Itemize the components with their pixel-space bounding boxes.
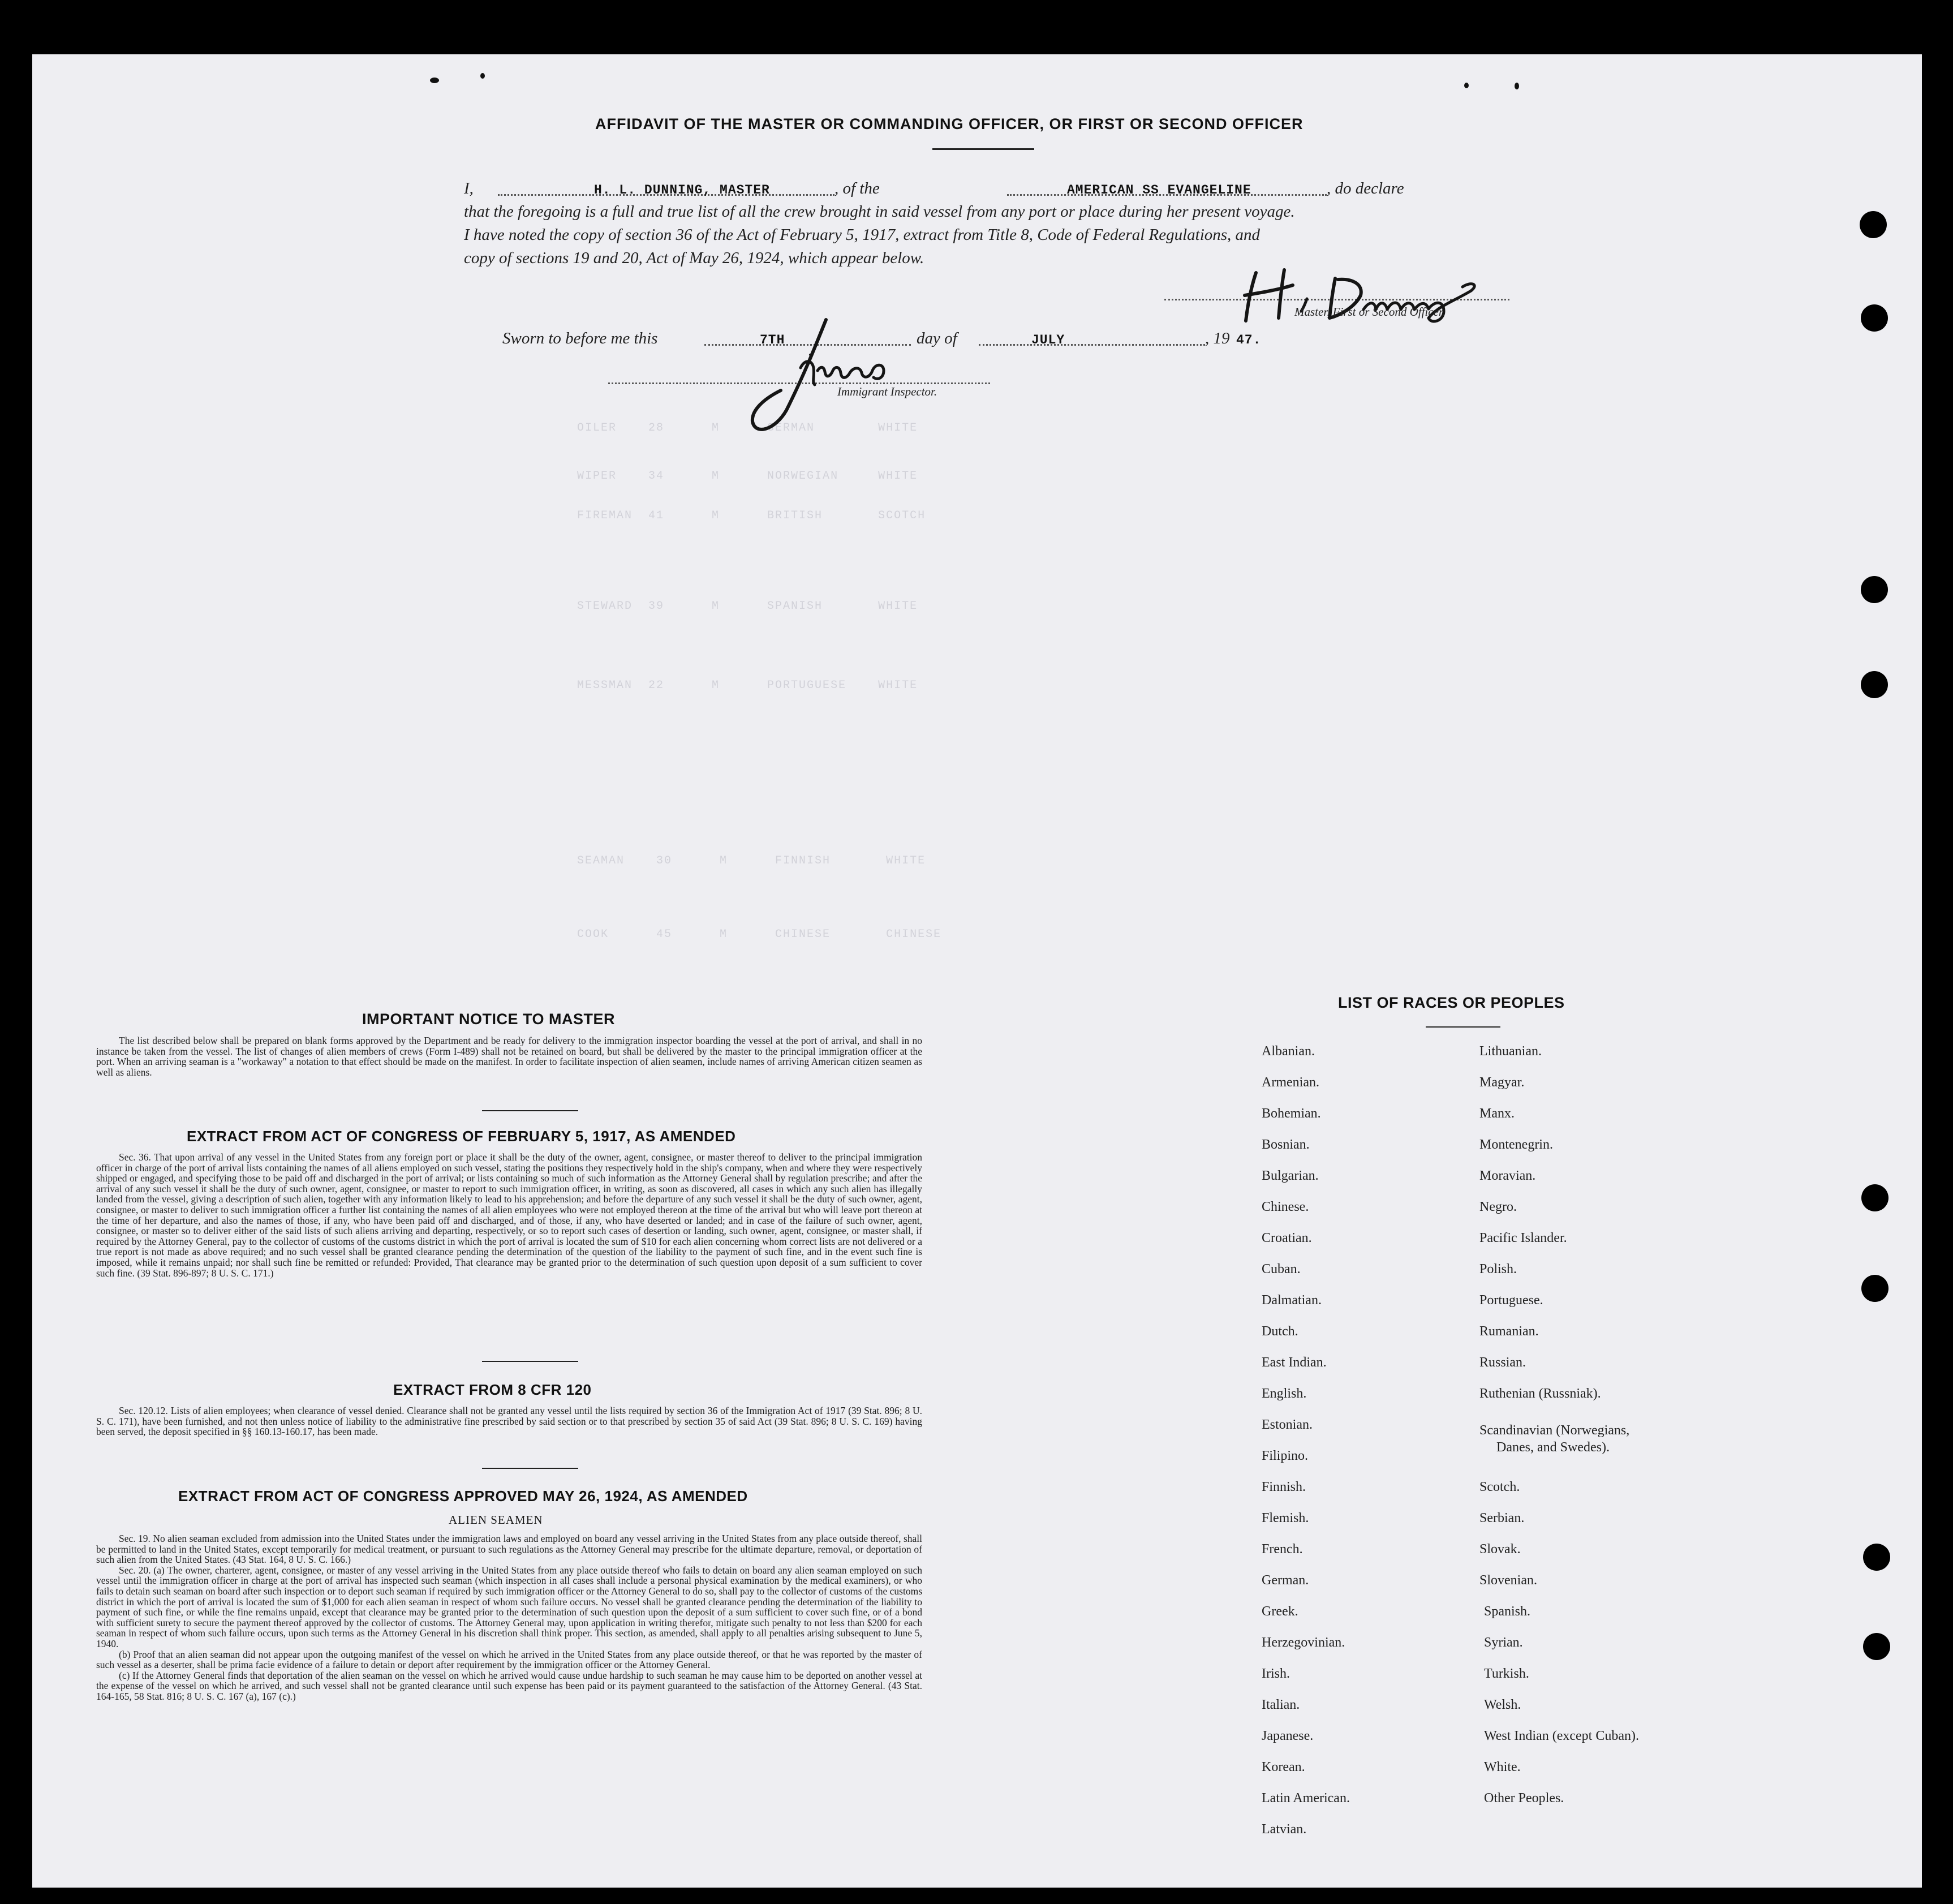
sworn-day-of: day of — [917, 329, 957, 347]
race-item: Herzegovinian. — [1262, 1635, 1345, 1650]
act-1924-paragraph: Sec. 20. (a) The owner, charterer, agent, consignee, or master of any vessel arriving in the United States from any place outside thereof who fails to detain on board any alien seaman employed on such vessel until the immigration officer in charge at the port of arrival has inspected such seaman (which inspection in all cases shall include a personal physical examination by the medical examiners), or who fails to detain such seaman on board after such inspection or to deport such seaman if required by such immigration officer or the Attorney General to do so, shall pay to the collector of customs of the customs district in which the port of arrival is located the sum of $1,000 for each alien seaman in respect of whom such failure occurs. No vessel shall be granted clearance pending the determination of the liability to payment of such fine, or while the fine remains unpaid, except that clearance may be granted prior to the determination of such question upon the deposit of a sum sufficient to cover such fine, or of a bond with sufficient surety to secure the payment thereof approved by the collector of customs. The Attorney General may, upon application in writing therefor, mitigate such penalty to not less than $200 for each seaman in respect of whom such failure occurs, upon such terms as the Attorney General in his discretion shall think proper. This section, as amended, shall apply to all penalties arising subsequent to June 5, 1940. — [96, 1564, 922, 1649]
race-item: Syrian. — [1484, 1635, 1523, 1650]
punch-hole — [1863, 1633, 1890, 1660]
title-rule — [932, 148, 1034, 150]
declaration-line-4: copy of sections 19 and 20, Act of May 26, 1924, which appear below. — [464, 249, 924, 267]
race-item: German. — [1262, 1573, 1309, 1588]
decl-i: I, — [464, 179, 474, 197]
cfr-paragraph: Sec. 120.12. Lists of alien employees; when clearance of vessel denied. Clearance shall not be granted any vessel until the lists required by section 36 of the Immigration Act of 1917 (39 Stat. 896; 8 U. S. C. 171), have been furnished, and not then unless notice of liability to the administrative fine prescribed by said section or to that prescribed by section 35 of said Act (39 Stat. 896; 8 U. S. C. 169) having been served, the deposit specified in §§ 160.13-160.17, has been made. — [96, 1405, 922, 1438]
cfr-text — [96, 1406, 922, 1437]
race-item: Manx. — [1479, 1106, 1515, 1121]
race-item: Italian. — [1262, 1697, 1300, 1712]
race-item: White. — [1484, 1760, 1521, 1774]
race-item: Magyar. — [1479, 1075, 1525, 1090]
race-item: Polish. — [1479, 1262, 1517, 1277]
sworn-month-typed: JULY — [1031, 333, 1065, 347]
race-item: Scotch. — [1479, 1480, 1520, 1494]
act-1924-paragraph: (b) Proof that an alien seaman did not appear upon the outgoing manifest of the vessel on which he arrived in the United States from any place outside thereof, or that he was reported by the master of such vessel as a deserter, shall be prima facie evidence of a failure to detain or deport after requirement by the immigration officer or the Attorney General. — [96, 1648, 922, 1671]
race-item: Slovak. — [1479, 1542, 1521, 1557]
speck — [1464, 83, 1469, 88]
inspector-caption: Immigrant Inspector. — [837, 385, 937, 398]
race-item: Dalmatian. — [1262, 1293, 1322, 1308]
act-1917-text — [96, 1152, 922, 1278]
race-item: Montenegrin. — [1479, 1137, 1553, 1152]
race-item: Armenian. — [1262, 1075, 1319, 1090]
affidavit-title: AFFIDAVIT OF THE MASTER OR COMMANDING OFFICER, OR FIRST OR SECOND OFFICER — [595, 115, 1304, 132]
punch-hole — [1861, 576, 1888, 603]
race-item: Cuban. — [1262, 1262, 1301, 1277]
race-item: French. — [1262, 1542, 1303, 1557]
race-item: Russian. — [1479, 1355, 1526, 1370]
sworn-year-prefix: , 19 — [1205, 329, 1230, 347]
race-item: Flemish. — [1262, 1511, 1309, 1525]
race-item: Negro. — [1479, 1200, 1517, 1214]
section-rule — [482, 1110, 578, 1111]
race-item: Lithuanian. — [1479, 1044, 1542, 1059]
punch-hole — [1861, 304, 1888, 332]
race-item: Bosnian. — [1262, 1137, 1310, 1152]
act-1924-text — [96, 1533, 922, 1702]
race-item: Greek. — [1262, 1604, 1298, 1619]
act-1924-title: EXTRACT FROM ACT OF CONGRESS APPROVED MAY 26, 1924, AS AMENDED — [178, 1488, 748, 1505]
race-item: Korean. — [1262, 1760, 1305, 1774]
race-item: Danes, and Swedes). — [1496, 1440, 1610, 1455]
race-item: Latvian. — [1262, 1822, 1307, 1837]
speck — [1515, 83, 1519, 89]
bleed-through-text: OILER 28 M GERMAN WHITE — [577, 422, 918, 435]
race-item: Chinese. — [1262, 1200, 1309, 1214]
master-name-typed: H. L. DUNNING, MASTER — [594, 183, 770, 197]
race-item: Bohemian. — [1262, 1106, 1321, 1121]
race-item: Irish. — [1262, 1666, 1290, 1681]
race-item: Filipino. — [1262, 1449, 1309, 1463]
master-signature-caption: Master, First or Second Officer. — [1294, 305, 1445, 319]
race-item: Finnish. — [1262, 1480, 1306, 1494]
vessel-name-typed: AMERICAN SS EVANGELINE — [1067, 183, 1251, 197]
dotted-line — [979, 344, 1205, 346]
bleed-through-text: WIPER 34 M NORWEGIAN WHITE — [577, 470, 918, 483]
race-item: Serbian. — [1479, 1511, 1525, 1525]
notice-title: IMPORTANT NOTICE TO MASTER — [362, 1011, 615, 1028]
act-1917-paragraph: Sec. 36. That upon arrival of any vessel in the United States from any foreign port or place it shall be the duty of the owner, agent, consignee, or master thereof to deliver to the principal immigration officer in charge of the port of arrival lists containing the names of all aliens employed on such vessel, stating the positions they respectively hold in the ship's company, when and where they were respectively shipped or engaged, and specifying those to be paid off and discharged in the port of arrival; or lists containing so much of such information as the Attorney General shall by regulation prescribe; and after the arrival of any such vessel it shall be the duty of such owner, agent, consignee, or master to report to such immigration officer, in writing, as soon as discovered, all cases in which any such alien has illegally landed from the vessel, giving a description of such alien, together with any information likely to lead to his apprehension; and before the departure of any such vessel it shall be the duty of such owner, agent, consignee, or master to deliver to such immigration officer a further list containing the names of all alien employees who were not employed thereon at the time of the arrival but who will leave port thereon at the time of her departure, and also the names of those, if any, who have been paid off and discharged, and of those, if any, who have deserted or landed; and in case of the failure of such owner, agent, consignee, or master so to deliver either of the said lists of such aliens arriving and departing, respectively, or so to report such cases of desertion or landing, such owner, agent, consignee, or master shall, if required by the Attorney General, pay to the collector of customs of the customs district in which the port of arrival is located the sum of $10 for each alien concerning whom correct lists are not delivered or a true report is not made as above required; and no such vessel shall be granted clearance pending the determination of the question of the liability to the payment of such fine, and in the event such fine is imposed, while it remains unpaid; nor shall such fine be remitted or refunded: Provided, That clearance may be granted prior to the determination of such question upon deposit of a sum sufficient to cover such fine. (39 Stat. 896-897; 8 U. S. C. 171.) — [96, 1151, 922, 1279]
race-item: Estonian. — [1262, 1417, 1313, 1432]
sworn-year-typed: 47. — [1236, 333, 1262, 347]
race-item: Albanian. — [1262, 1044, 1315, 1059]
act-1917-title: EXTRACT FROM ACT OF CONGRESS OF FEBRUARY 5, 1917, AS AMENDED — [187, 1128, 736, 1145]
notice-paragraph: The list described below shall be prepared on blank forms approved by the Department and be ready for delivery to the immigration inspector boarding the vessel at the port of arrival, and shall in no instance be taken from the vessel. The list of changes of alien members of crews (Form I-489) shall not be retained on board, but shall be delivered by the master to the principal immigration officer at the port. When an arriving seaman is a "workaway" a notation to that effect should be made on the manifest. In order to facilitate inspection of alien seamen, include names of arriving American citizen seamen as well as aliens. — [96, 1035, 922, 1078]
race-item: Bulgarian. — [1262, 1168, 1319, 1183]
section-rule — [482, 1468, 578, 1469]
bleed-through-text: STEWARD 39 M SPANISH WHITE — [577, 600, 918, 613]
race-item: Spanish. — [1484, 1604, 1531, 1619]
decl-do-declare: , do declare — [1327, 179, 1404, 197]
bleed-through-text: SEAMAN 30 M FINNISH WHITE — [577, 854, 926, 867]
sworn-day-typed: 7TH — [760, 333, 785, 347]
speck — [430, 78, 439, 83]
race-item: Slovenian. — [1479, 1573, 1537, 1588]
race-item: Croatian. — [1262, 1231, 1312, 1245]
act-1924-paragraph: Sec. 19. No alien seaman excluded from admission into the United States under the immigration laws and employed on board any vessel arriving in the United States from any place outside thereof, shall be permitted to land in the United States, except temporarily for medical treatment, or pursuant to such regulations as the Attorney General may prescribe for the ultimate departure, removal, or deportation of such alien from the United States. (43 Stat. 164, 8 U. S. C. 166.) — [96, 1533, 922, 1566]
decl-of-the: , of the — [834, 179, 880, 197]
inspector-signature — [702, 314, 905, 439]
races-title: LIST OF RACES OR PEOPLES — [1338, 994, 1565, 1011]
punch-hole — [1861, 1184, 1889, 1211]
punch-hole — [1861, 1275, 1889, 1302]
race-item: East Indian. — [1262, 1355, 1327, 1370]
race-item: Turkish. — [1484, 1666, 1529, 1681]
race-item: Latin American. — [1262, 1791, 1350, 1806]
race-item: Dutch. — [1262, 1324, 1298, 1339]
race-item: Scandinavian (Norwegians, — [1479, 1423, 1630, 1438]
race-item: Portuguese. — [1479, 1293, 1543, 1308]
declaration-line-2: that the foregoing is a full and true list of all the crew brought in said vessel from any port or place during her present voyage. — [464, 203, 1295, 221]
declaration-line-3: I have noted the copy of section 36 of the Act of February 5, 1917, extract from Title 8, Code of Federal Regulations, and — [464, 226, 1261, 244]
bleed-through-text: FIREMAN 41 M BRITISH SCOTCH — [577, 509, 926, 522]
race-item: Pacific Islander. — [1479, 1231, 1567, 1245]
act-1924-subtitle: ALIEN SEAMEN — [449, 1513, 543, 1527]
race-item: Japanese. — [1262, 1729, 1314, 1743]
punch-hole — [1863, 1544, 1890, 1571]
races-title-rule — [1426, 1026, 1500, 1028]
race-item: Moravian. — [1479, 1168, 1536, 1183]
sworn-prefix: Sworn to before me this — [502, 329, 658, 347]
race-item: Welsh. — [1484, 1697, 1521, 1712]
notice-text — [96, 1035, 922, 1077]
cfr-title: EXTRACT FROM 8 CFR 120 — [393, 1381, 592, 1398]
race-item: Ruthenian (Russniak). — [1479, 1386, 1601, 1401]
race-item: English. — [1262, 1386, 1307, 1401]
bleed-through-text: COOK 45 M CHINESE CHINESE — [577, 928, 942, 941]
punch-hole — [1860, 211, 1887, 238]
race-item: West Indian (except Cuban). — [1484, 1729, 1639, 1743]
act-1924-paragraph: (c) If the Attorney General finds that deportation of the alien seaman on the vessel on which he arrived would cause undue hardship to such seaman he may cause him to be deported on another vessel at the expense of the vessel on which he arrived, and such vessel shall not be granted clearance until such expense has been paid or its payment guaranteed to the satisfaction of the Attorney General. (43 Stat. 164-165, 58 Stat. 816; 8 U. S. C. 167 (a), 167 (c).) — [96, 1669, 922, 1702]
race-item: Other Peoples. — [1484, 1791, 1564, 1806]
punch-hole — [1861, 671, 1888, 698]
declaration-line-1 — [464, 177, 1516, 200]
section-rule — [482, 1361, 578, 1362]
speck — [480, 73, 485, 79]
bleed-through-text: MESSMAN 22 M PORTUGUESE WHITE — [577, 679, 918, 692]
race-item: Rumanian. — [1479, 1324, 1539, 1339]
